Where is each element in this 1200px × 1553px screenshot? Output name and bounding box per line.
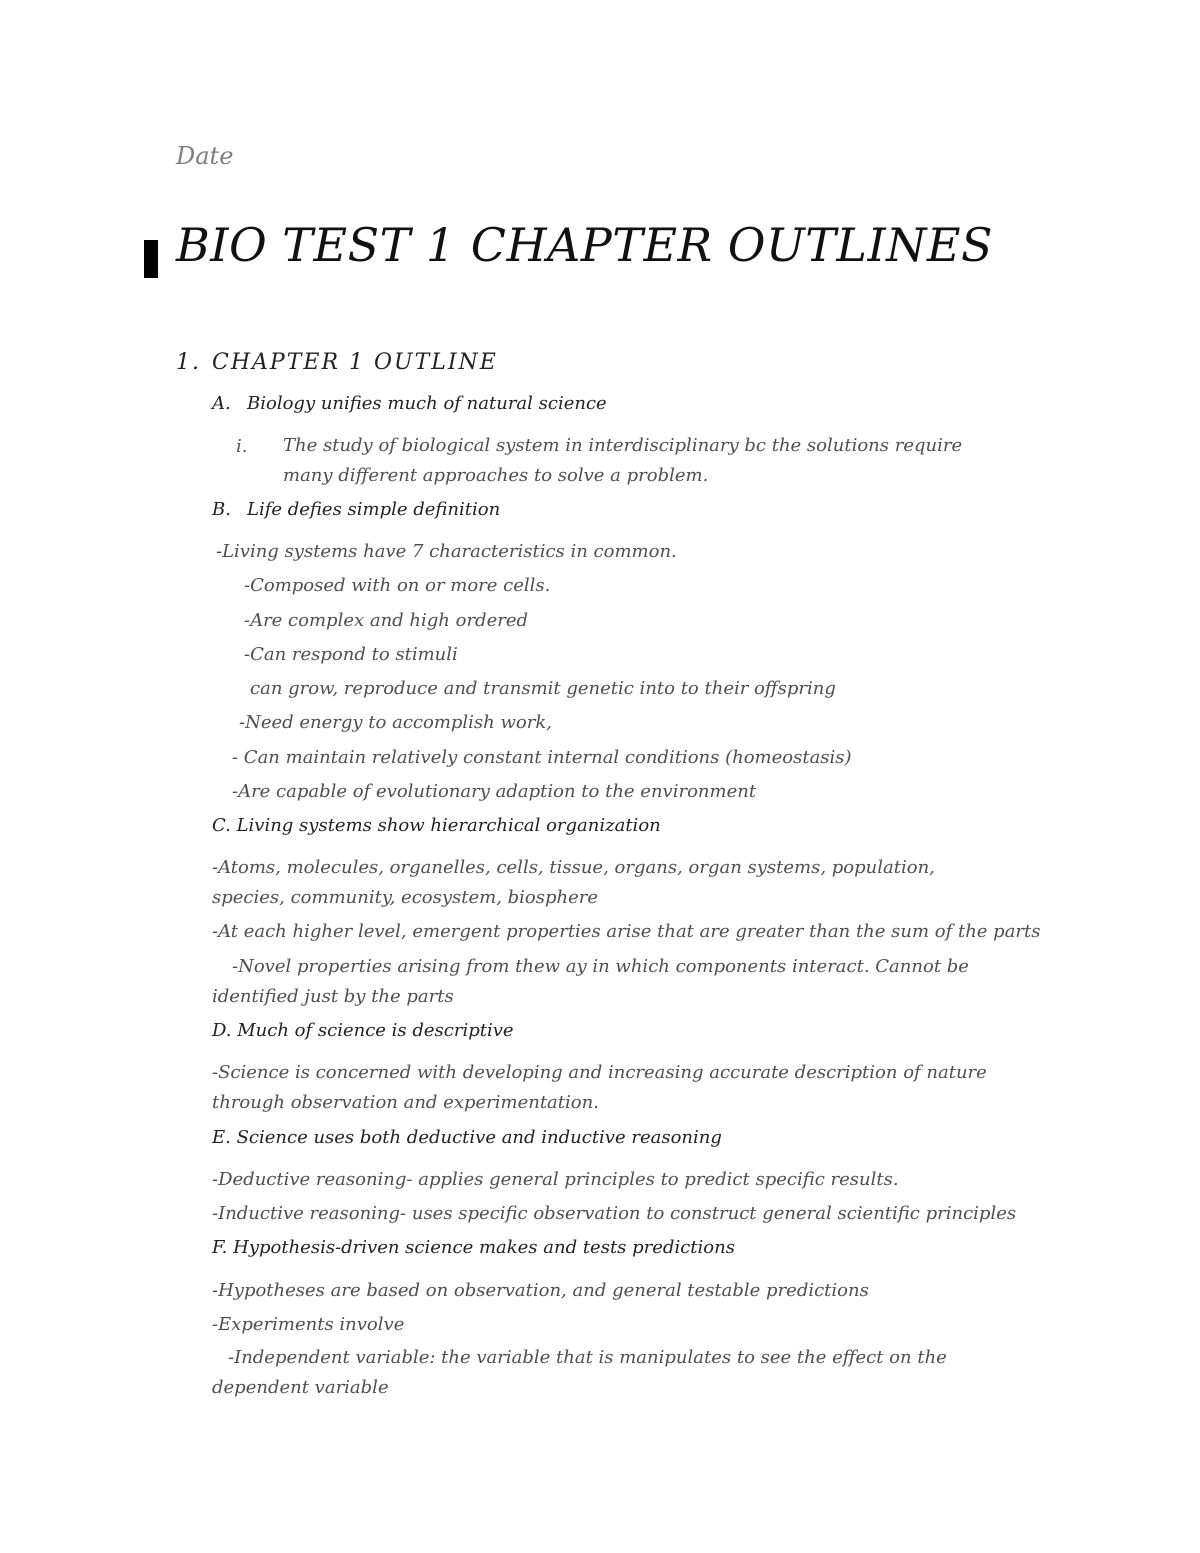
section-b-line: -Are complex and high ordered bbox=[244, 610, 529, 631]
section-b-line: -Can respond to stimuli bbox=[244, 644, 458, 665]
section-d-heading: D. Much of science is descriptive bbox=[212, 1020, 514, 1041]
section-a-sub-text: The study of biological system in interdisciplinary bc the solutions require many different approaches to solve a problem. bbox=[283, 435, 963, 486]
section-f-paragraph: -Hypotheses are based on observation, and general testable predictions bbox=[212, 1280, 869, 1301]
section-b-line: -Living systems have 7 characteristics in common. bbox=[216, 541, 677, 562]
section-c-paragraph: -Atoms, molecules, organelles, cells, tissue, organs, organ systems, population, species, community, ecosystem, biosphere bbox=[212, 857, 935, 908]
section-f-heading: F. Hypothesis-driven science makes and tests predictions bbox=[212, 1237, 735, 1258]
section-f-paragraph: -Experiments involve bbox=[212, 1314, 405, 1335]
section-a-letter: A. bbox=[212, 393, 231, 414]
section-b-letter: B. bbox=[212, 499, 231, 520]
section-b-line: -Are capable of evolutionary adaption to the environment bbox=[232, 781, 757, 802]
section-f-paragraph: -Independent variable: the variable that is manipulates to see the effect on the dependent variable bbox=[212, 1347, 947, 1398]
section-a-sub-number: i. bbox=[236, 436, 248, 457]
section-a-heading: Biology unifies much of natural science bbox=[247, 393, 607, 414]
section-b-heading: Life defies simple definition bbox=[247, 499, 501, 520]
chapter-number: 1. bbox=[176, 350, 201, 375]
section-c-paragraph: -Novel properties arising from thew ay in which components interact. Cannot be identified just by the parts bbox=[212, 956, 969, 1007]
title-accent-bar bbox=[144, 240, 158, 278]
section-e-paragraph: -Inductive reasoning- uses specific observation to construct general scientific principles bbox=[212, 1203, 1017, 1224]
section-b-line: -Need energy to accomplish work, bbox=[239, 712, 552, 733]
section-e-paragraph: -Deductive reasoning- applies general principles to predict specific results. bbox=[212, 1169, 899, 1190]
chapter-heading: CHAPTER 1 OUTLINE bbox=[212, 350, 498, 375]
section-d-paragraph: -Science is concerned with developing and increasing accurate description of nature through observation and experimentation. bbox=[212, 1062, 987, 1113]
page-title: BIO TEST 1 CHAPTER OUTLINES bbox=[176, 218, 993, 272]
date-label: Date bbox=[176, 142, 234, 170]
section-b-line: can grow, reproduce and transmit genetic into to their offspring bbox=[250, 678, 836, 699]
section-c-paragraph: -At each higher level, emergent properties arise that are greater than the sum of the parts bbox=[212, 921, 1041, 942]
section-b-line: - Can maintain relatively constant internal conditions (homeostasis) bbox=[232, 747, 852, 768]
section-b-line: -Composed with on or more cells. bbox=[244, 575, 551, 596]
section-c-heading: C. Living systems show hierarchical organization bbox=[212, 815, 661, 836]
section-e-heading: E. Science uses both deductive and inductive reasoning bbox=[212, 1127, 722, 1148]
